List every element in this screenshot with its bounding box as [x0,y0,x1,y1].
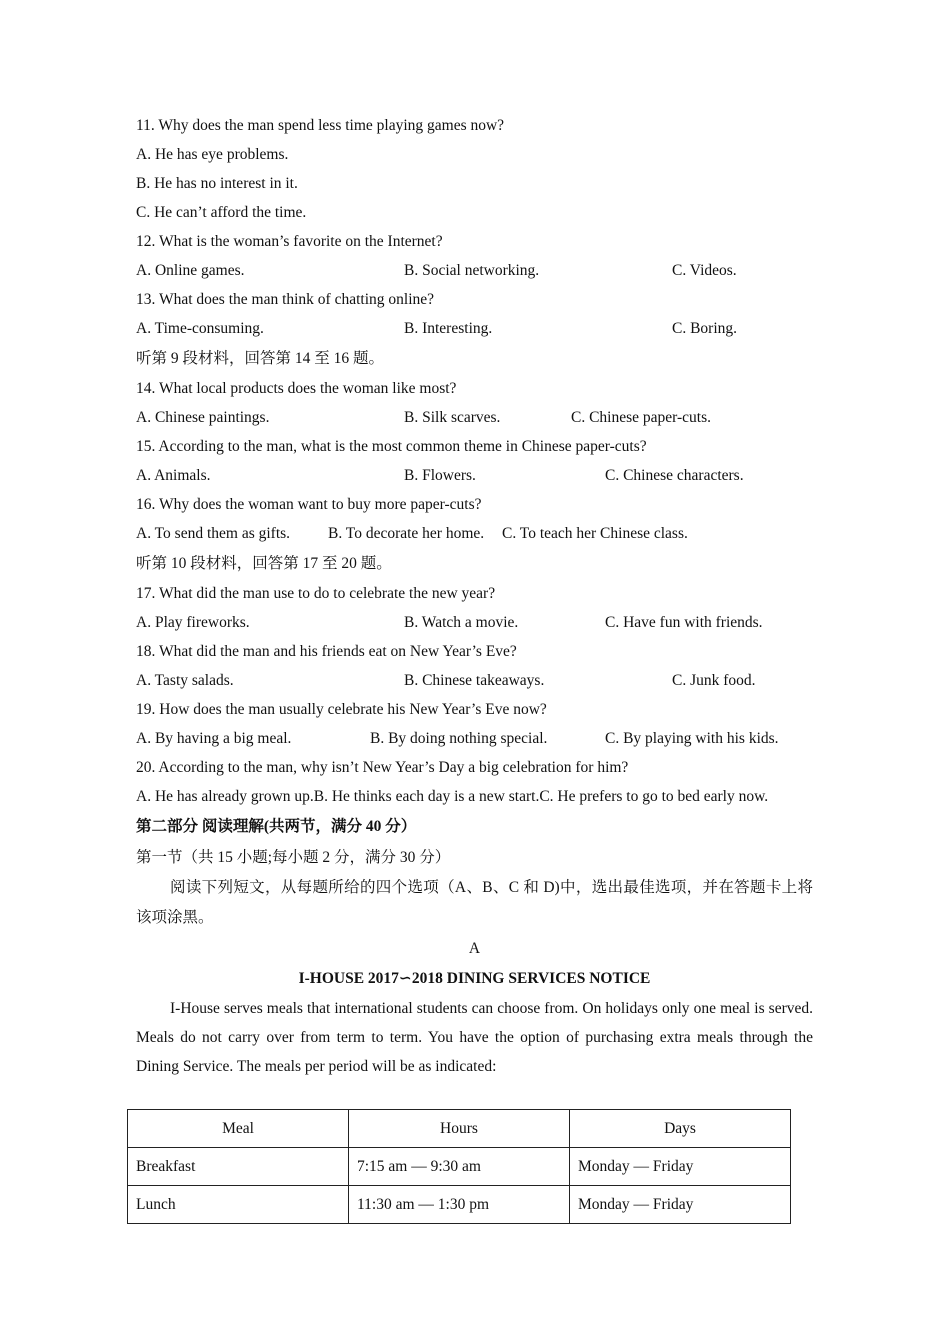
passage-title: I-HOUSE 2017∽2018 DINING SERVICES NOTICE [298,970,651,987]
option-14a: A. Chinese paintings. [136,409,270,426]
question-13: 13. What does the man think of chatting online? [136,291,435,308]
option-15c: C. Chinese characters. [605,467,744,484]
options-16 [136,519,813,548]
option-16b: B. To decorate her home. [328,525,485,542]
option-20a: A. He has already grown up. [136,788,314,805]
option-11b: B. He has no interest in it. [136,175,298,192]
cell-days: Monday — Friday [570,1148,791,1186]
option-17a: A. Play fireworks. [136,614,250,631]
option-19c: C. By playing with his kids. [605,730,779,747]
option-20c: C. He prefers to go to bed early now. [539,788,769,805]
question-20: 20. According to the man, why isn’t New Year’s Day a big celebration for him? [136,759,629,776]
question-15: 15. According to the man, what is the most common theme in Chinese paper-cuts? [136,438,647,455]
option-12a: A. Online games. [136,262,245,279]
option-14b: B. Silk scarves. [404,409,501,426]
question-17: 17. What did the man use to do to celebrate the new year? [136,585,496,602]
cell-hours: 7:15 am — 9:30 am [349,1148,570,1186]
table-header-row [128,1110,791,1148]
header-meal: Meal [128,1110,349,1148]
option-15a: A. Animals. [136,467,211,484]
instruction-segment-10: 听第 10 段材料，回答第 17 至 20 题。 [136,555,392,572]
question-19: 19. How does the man usually celebrate his New Year’s Eve now? [136,701,547,718]
question-18: 18. What did the man and his friends eat on New Year’s Eve? [136,643,517,660]
option-17b: B. Watch a movie. [404,614,519,631]
instruction-segment-9: 听第 9 段材料，回答第 14 至 16 题。 [136,350,385,367]
options-20 [136,782,813,811]
cell-hours: 11:30 am — 1:30 pm [349,1186,570,1224]
option-14c: C. Chinese paper-cuts. [571,409,712,426]
option-17c: C. Have fun with friends. [605,614,763,631]
option-20b: B. He thinks each day is a new start. [313,788,540,805]
option-16a: A. To send them as gifts. [136,525,291,542]
option-19a: A. By having a big meal. [136,730,292,747]
option-11c: C. He can’t afford the time. [136,204,307,221]
passage-letter: A [468,940,481,957]
cell-meal: Breakfast [128,1148,349,1186]
option-19b: B. By doing nothing special. [370,730,548,747]
options-13 [136,314,813,343]
option-13b: B. Interesting. [404,320,493,337]
question-14: 14. What local products does the woman like most? [136,380,457,397]
option-13c: C. Boring. [672,320,738,337]
option-18a: A. Tasty salads. [136,672,234,689]
part2-heading: 第二部分 阅读理解(共两节，满分 40 分） [136,818,417,835]
cell-days: Monday — Friday [570,1186,791,1224]
passage-body: I-House serves meals that international students can choose from. On holidays only one meal is served. Meals do not carry over from term to term. You have the option of purchasing extra meals through the Dining Service. The meals per period will be as indicated: [136,1000,813,1075]
cell-meal: Lunch [128,1186,349,1224]
table-row [128,1148,791,1186]
part2-directions: 阅读下列短文，从每题所给的四个选项（A、B、C 和 D)中，选出最佳选项，并在答题卡上将该项涂黑。 [136,879,813,926]
header-days: Days [570,1110,791,1148]
question-16: 16. Why does the woman want to buy more paper-cuts? [136,496,482,513]
options-17 [136,608,813,637]
table-row [128,1186,791,1224]
option-18c: C. Junk food. [672,672,756,689]
option-16c: C. To teach her Chinese class. [502,525,688,542]
part2-section1: 第一节（共 15 小题;每小题 2 分，满分 30 分） [136,849,451,866]
options-14 [136,403,813,432]
option-13a: A. Time-consuming. [136,320,264,337]
option-11a: A. He has eye problems. [136,146,289,163]
header-hours: Hours [349,1110,570,1148]
option-15b: B. Flowers. [404,467,476,484]
option-18b: B. Chinese takeaways. [404,672,545,689]
options-18 [136,666,813,695]
option-12b: B. Social networking. [404,262,540,279]
option-12c: C. Videos. [672,262,737,279]
exam-page [136,111,813,1081]
options-15 [136,461,813,490]
meal-schedule-table [127,1109,791,1224]
question-12: 12. What is the woman’s favorite on the Internet? [136,233,443,250]
options-12 [136,256,813,285]
question-11: 11. Why does the man spend less time playing games now? [136,117,505,134]
options-19 [136,724,813,753]
